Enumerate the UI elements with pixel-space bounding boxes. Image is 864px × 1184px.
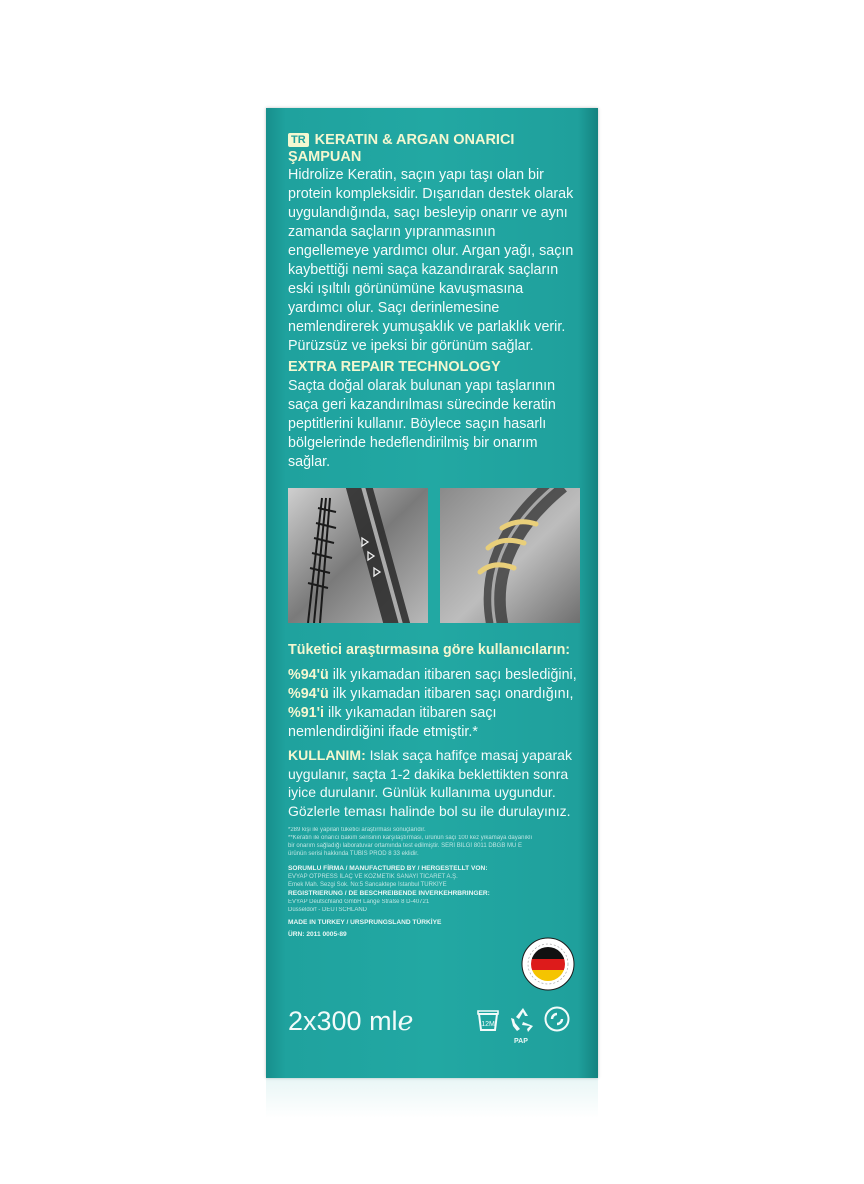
manufacturer-block bbox=[288, 864, 508, 939]
green-dot-icon bbox=[544, 1006, 570, 1032]
survey-item bbox=[288, 685, 580, 704]
consumer-survey bbox=[288, 641, 580, 742]
fineprint-line: ürünün serisi hakkında TÜBİS PROD 8 33 eklidir. bbox=[288, 851, 419, 857]
survey-percentage: %91'i bbox=[288, 705, 324, 721]
survey-item bbox=[288, 704, 580, 742]
survey-intro: Tüketici araştırmasına göre kullanıcıların: bbox=[288, 642, 571, 658]
usage-instructions bbox=[288, 746, 580, 820]
recycle-icon bbox=[508, 1006, 538, 1034]
pao-jar-icon bbox=[474, 1006, 502, 1034]
box-reflection bbox=[266, 1078, 598, 1118]
fineprint-line: **Keratin ile onarıcı bakım serisinin karşılaştırması, ürünün saçı 100 kez yıkamaya dayanıklı bbox=[288, 835, 533, 841]
pap-label: PAP bbox=[514, 1038, 528, 1045]
repaired-hair-image bbox=[440, 488, 580, 623]
hair-images bbox=[288, 488, 580, 623]
manufacturer-line: REGISTRIERUNG / DE BESCHREIBENDE INVERKEHRBRINGER: bbox=[288, 890, 490, 897]
fineprint-block bbox=[288, 826, 580, 858]
damaged-hair-image bbox=[288, 488, 428, 623]
product-description: Hidrolize Keratin, saçın yapı taşı olan bir protein kompleksidir. Dışarıdan destek olarak uygulandığında, saçı besleyip onarır ve aynı zamanda saçların yıpranmasının engellemeye yardımcı olur. Argan yağı, saçın kaybettiği nemi saça kazandırarak saçların eski ışıltılı görünümüne kavuşmasına yardımcı olur. Saçı derinlemesine nemlendirerek yumuşaklık ve parlaklık verir. Pürüzsüz ve ipeksi bir görünüm sağlar. bbox=[288, 167, 574, 354]
fineprint-line: bir onarım sağladığı laboratuvar ortamında test edilmiştir. SERİ BİLGİ 8011 DBGB MU E bbox=[288, 843, 522, 849]
german-flag-seal-icon bbox=[520, 936, 576, 997]
survey-percentage: %94'ü bbox=[288, 686, 329, 702]
manufacturer-line: EVYAP Deutschland GmbH Lange Straße 8 D-40721 bbox=[288, 899, 430, 905]
manufacturer-line: EVYAP OTPRESS İLAÇ VE KOZMETİK SANAYİ TİCARET A.Ş. bbox=[288, 874, 458, 880]
manufacturer-line: SORUMLU FİRMA / MANUFACTURED BY / HERGESTELLT VON: bbox=[288, 865, 488, 872]
survey-item bbox=[288, 666, 580, 685]
usage-text: Islak saça hafifçe masaj yaparak uygulanır, saçta 1-2 dakika beklettikten sonra iyice durulanır. Günlük kullanıma uygundur. Gözlerle teması halinde bol su ile durulayınız. bbox=[288, 747, 572, 819]
manufacturer-line: Emek Mah. Sezgi Sok. No:5 Sancaktepe İstanbul TÜRKİYE bbox=[288, 882, 447, 888]
language-badge: TR bbox=[288, 133, 309, 147]
survey-statement: ilk yıkamadan itibaren saçı beslediğini, bbox=[332, 667, 577, 683]
survey-statement: ilk yıkamadan itibaren saçı nemlendirdiğini ifade etmiştir.* bbox=[288, 705, 497, 740]
packaging-symbols bbox=[474, 1006, 570, 1034]
pao-text: 12M bbox=[481, 1021, 495, 1028]
usage-label: KULLANIM: bbox=[288, 747, 366, 763]
made-in-text: MADE IN TURKEY / URSPRUNGSLAND TÜRKİYE bbox=[288, 919, 442, 926]
survey-percentage: %94'ü bbox=[288, 667, 329, 683]
manufacturer-line: Düsseldorf - DEUTSCHLAND bbox=[288, 907, 368, 913]
product-title-text: KERATIN & ARGAN ONARICI ŞAMPUAN bbox=[288, 132, 515, 165]
survey-statement: ilk yıkamadan itibaren saçı onardığını, bbox=[332, 686, 574, 702]
fineprint-line: *289 kişi ile yapılan tüketici araştırması sonuçlarıdır. bbox=[288, 827, 426, 833]
panel-content bbox=[288, 132, 580, 939]
registration-number: ÜRN: 2011 0005-89 bbox=[288, 931, 347, 938]
volume-label: 2x300 mlℯ bbox=[288, 1006, 414, 1036]
product-box-side-panel bbox=[266, 108, 598, 1078]
technology-description: Saçta doğal olarak bulunan yapı taşlarının saça geri kazandırılması sürecinde keratin peptitlerini kullanır. Böylece saçın hasarlı bölgelerinde hedeflendirilmiş bir onarım sağlar. bbox=[288, 378, 556, 470]
product-title bbox=[288, 132, 580, 166]
technology-title: EXTRA REPAIR TECHNOLOGY bbox=[288, 359, 501, 375]
